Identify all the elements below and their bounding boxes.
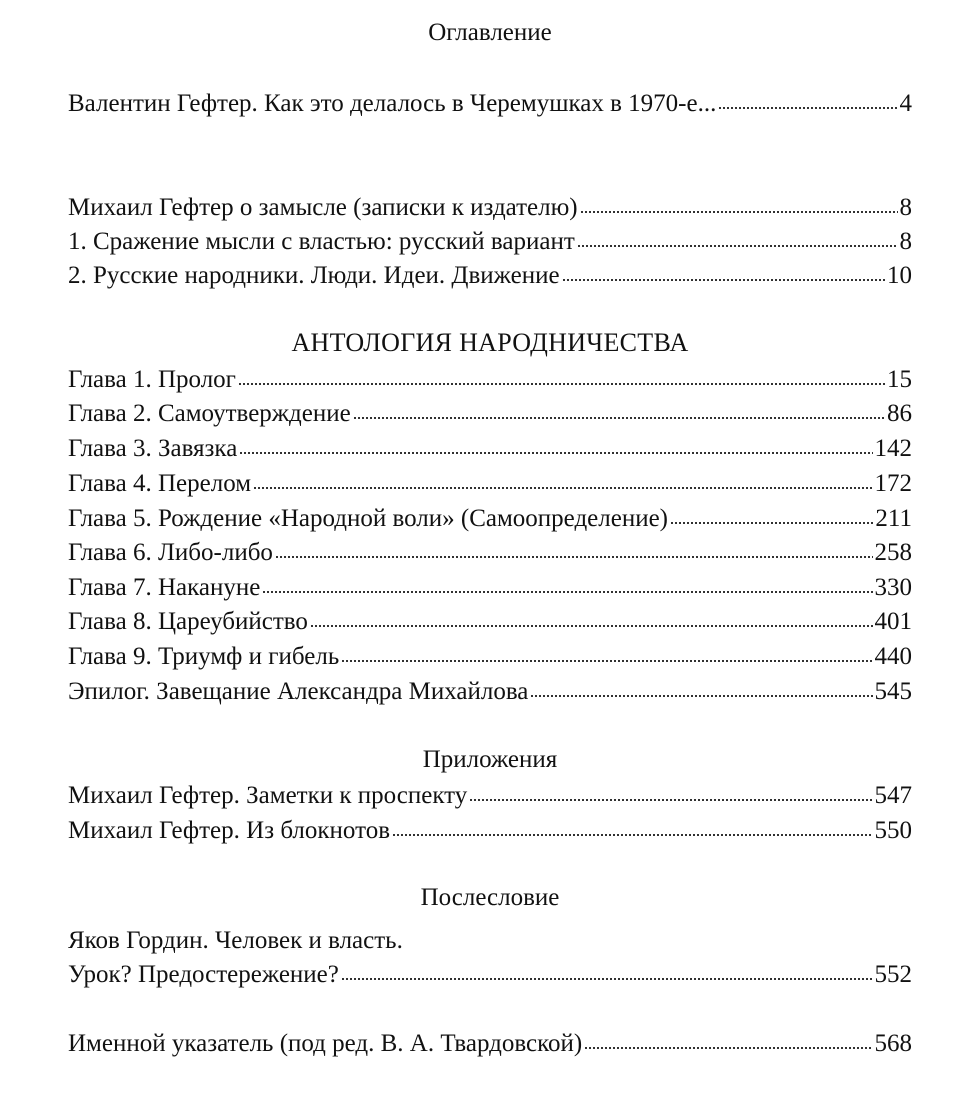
toc-entry-page: 8 xyxy=(899,194,912,221)
toc-entry-afterword-title[interactable]: Яков Гордин. Человек и власть. xyxy=(68,927,403,954)
toc-entry-page: 172 xyxy=(874,470,912,497)
anthology-heading: АНТОЛОГИЯ НАРОДНИЧЕСТВА xyxy=(291,328,689,357)
toc-entry-title: Глава 5. Рождение «Народной воли» (Самоопределение) xyxy=(68,505,669,532)
toc-entry-page: 552 xyxy=(874,961,912,988)
toc-entry-appendix-1[interactable] xyxy=(68,779,912,813)
afterword-heading: Послесловие xyxy=(420,884,560,911)
dot-leader xyxy=(310,623,873,628)
toc-entry-page: 211 xyxy=(875,505,912,532)
dot-leader xyxy=(584,1045,872,1050)
dot-leader xyxy=(341,658,872,663)
toc-entry-page: 550 xyxy=(874,817,912,844)
dot-leader xyxy=(562,277,885,282)
dot-leader xyxy=(718,105,897,110)
toc-entry-title: Глава 7. Накануне xyxy=(68,574,261,601)
toc-entry-page: 401 xyxy=(874,608,912,635)
appendix-heading: Приложения xyxy=(422,746,558,773)
dot-leader xyxy=(580,209,898,214)
toc-entry-title: Глава 1. Пролог xyxy=(68,366,236,393)
toc-entry-chapter-6[interactable] xyxy=(68,536,912,570)
dot-leader xyxy=(670,520,873,525)
toc-entry-title: Михаил Гефтер. Из блокнотов xyxy=(68,817,390,844)
toc-entry-chapter-4[interactable] xyxy=(68,467,912,501)
toc-entry-epilogue[interactable] xyxy=(68,675,912,709)
toc-entry-page: 330 xyxy=(874,574,912,601)
toc-entry-title: Михаил Гефтер о замысле (записки к издателю) xyxy=(68,194,578,221)
table-of-contents xyxy=(68,0,912,1106)
toc-entry-title: 1. Сражение мысли с властью: русский вариант xyxy=(68,228,575,255)
dot-leader xyxy=(341,976,873,981)
toc-entry-chapter-7[interactable] xyxy=(68,571,912,605)
dot-leader xyxy=(275,554,873,559)
dot-leader xyxy=(253,485,872,490)
dot-leader xyxy=(239,450,872,455)
toc-entry-page: 86 xyxy=(887,400,912,427)
toc-entry-chapter-5[interactable] xyxy=(68,502,912,536)
toc-entry-chapter-3[interactable] xyxy=(68,432,912,466)
dot-leader xyxy=(262,589,872,594)
contents-title: Оглавление xyxy=(428,19,552,46)
dot-leader xyxy=(392,832,873,837)
toc-entry-part1-3[interactable] xyxy=(68,259,912,293)
dot-leader xyxy=(353,415,885,420)
toc-entry-title: Глава 3. Завязка xyxy=(68,435,238,462)
toc-entry-page: 8 xyxy=(899,228,912,255)
toc-entry-title: Урок? Предостережение? xyxy=(68,961,339,988)
toc-entry-page: 568 xyxy=(874,1030,912,1057)
toc-entry-afterword[interactable] xyxy=(68,958,912,992)
toc-entry-title: Глава 4. Перелом xyxy=(68,470,252,497)
toc-entry-page: 545 xyxy=(874,678,912,705)
toc-entry-title: 2. Русские народники. Люди. Идеи. Движение xyxy=(68,262,560,289)
toc-entry-index[interactable] xyxy=(68,1027,912,1061)
dot-leader xyxy=(469,797,872,802)
toc-entry-title: Глава 6. Либо-либо xyxy=(68,539,273,566)
toc-entry-page: 258 xyxy=(874,539,912,566)
toc-entry-page: 547 xyxy=(874,782,912,809)
toc-entry-title: Глава 2. Самоутверждение xyxy=(68,400,351,427)
toc-entry-title: Валентин Гефтер. Как это делалось в Черемушках в 1970-е... xyxy=(68,90,717,117)
toc-entry-page: 15 xyxy=(887,366,912,393)
toc-entry-title: Именной указатель (под ред. В. А. Твардовской) xyxy=(68,1030,583,1057)
toc-entry-part1-1[interactable] xyxy=(68,191,912,225)
toc-entry-title: Глава 9. Триумф и гибель xyxy=(68,643,340,670)
toc-entry-title: Эпилог. Завещание Александра Михайлова xyxy=(68,678,529,705)
toc-entry-appendix-2[interactable] xyxy=(68,814,912,848)
toc-entry-chapter-1[interactable] xyxy=(68,363,912,397)
dot-leader xyxy=(577,243,898,248)
toc-entry-page: 10 xyxy=(887,262,912,289)
toc-entry-chapter-9[interactable] xyxy=(68,640,912,674)
toc-entry-title: Михаил Гефтер. Заметки к проспекту xyxy=(68,782,468,809)
toc-entry-title: Глава 8. Цареубийство xyxy=(68,608,308,635)
toc-entry-chapter-8[interactable] xyxy=(68,605,912,639)
toc-entry-page: 4 xyxy=(899,90,912,117)
toc-entry-part1-2[interactable] xyxy=(68,225,912,259)
toc-entry-chapter-2[interactable] xyxy=(68,397,912,431)
toc-entry-page: 440 xyxy=(874,643,912,670)
toc-entry-intro[interactable] xyxy=(68,87,912,121)
toc-entry-page: 142 xyxy=(874,435,912,462)
dot-leader xyxy=(238,381,885,386)
dot-leader xyxy=(530,693,872,698)
